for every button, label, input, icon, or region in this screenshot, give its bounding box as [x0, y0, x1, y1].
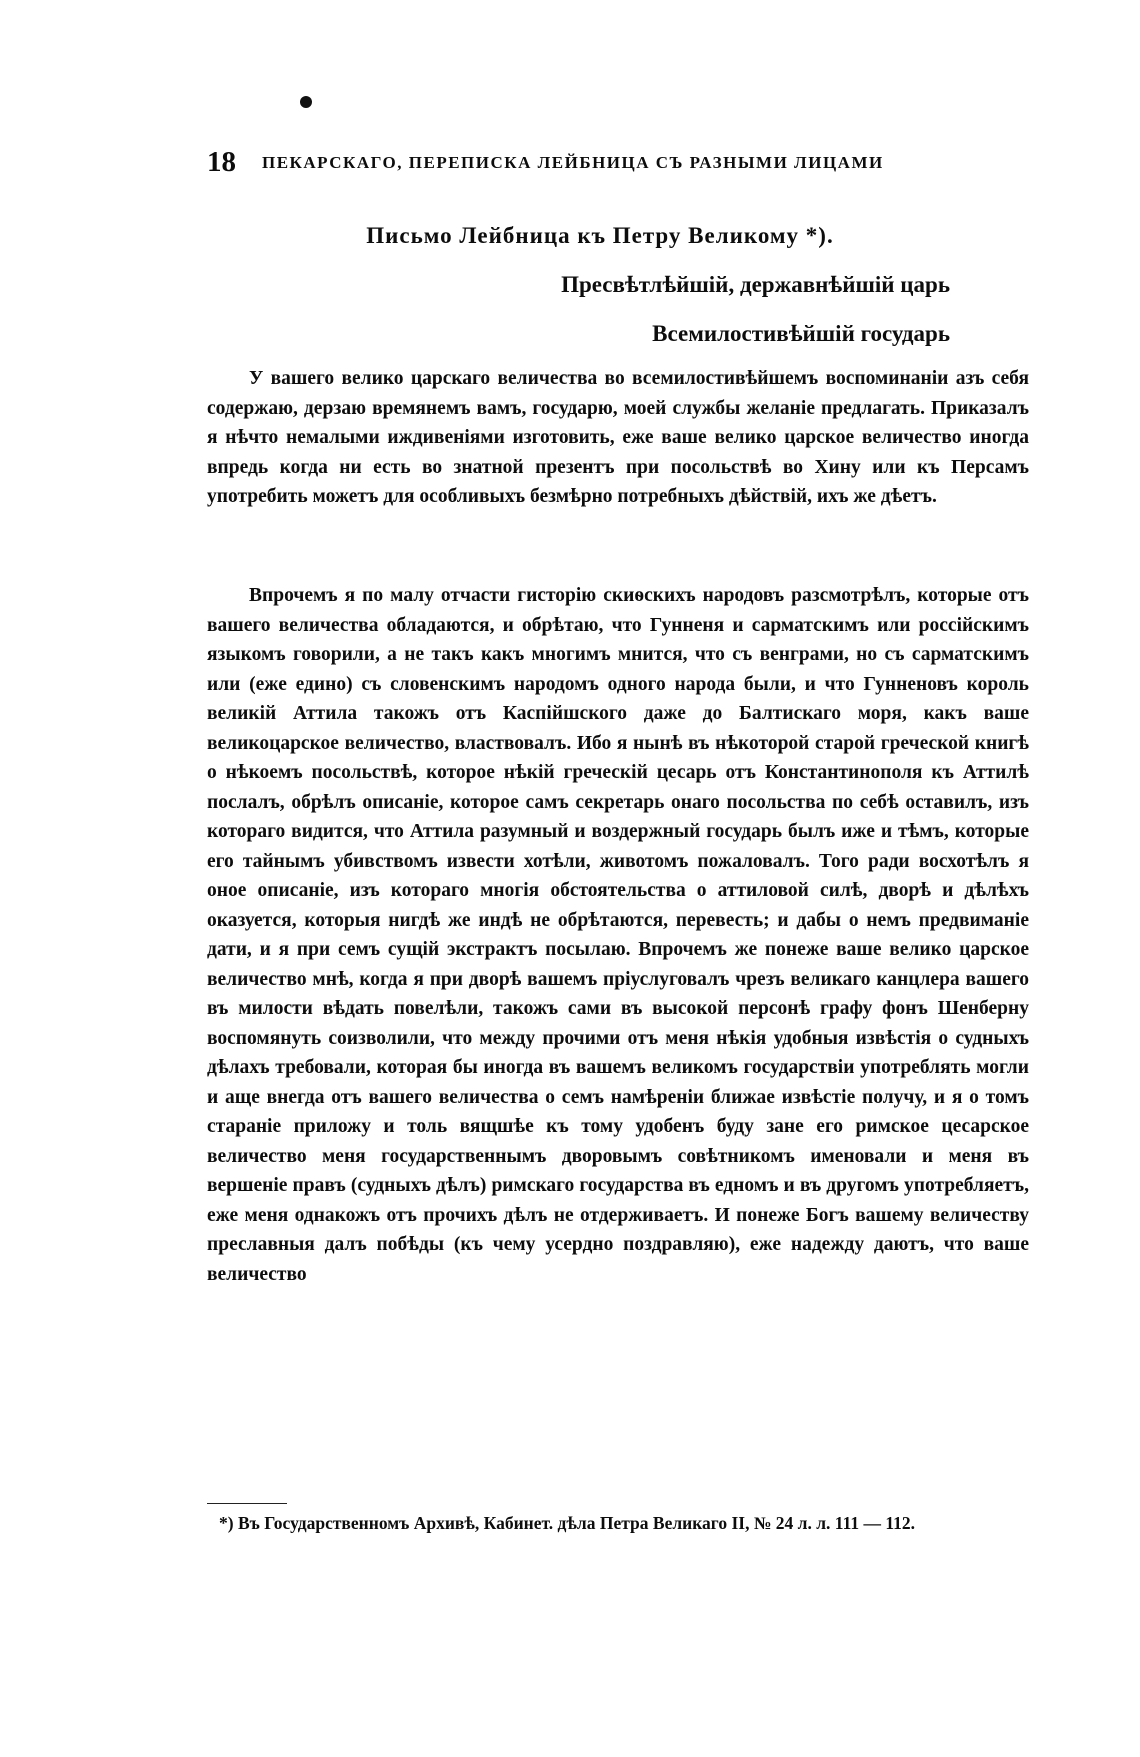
running-head: ПЕКАРСКАГО, ПЕРЕПИСКА ЛЕЙБНИЦА СЪ РАЗНЫМИ ЛИЦАМИ [262, 153, 884, 172]
letter-title: Письмо Лейбница къ Петру Великому *). [366, 223, 834, 248]
salutation-line-1: Пресвѣтлѣйшій, державнѣйшій царь [561, 272, 950, 297]
salutation-line-2: Всемилостивѣйшій государь [652, 321, 950, 346]
ink-dot-mark [300, 96, 312, 108]
footnote: *) Въ Государственномъ Архивѣ, Кабинет. дѣла Петра Великаго II, № 24 л. л. 111 — 112. [219, 1513, 916, 1533]
footnote-divider [207, 1503, 287, 1504]
page-header [207, 146, 1027, 179]
letter-paragraph-1: У вашего велико царскаго величества во всемилостивѣйшемъ воспоминаніи азъ себя содержаю, дерзаю времянемъ вамъ, государю, моей службы желаніе предлагать. Приказалъ я нѣчто немалыми иждивеніями изготовить, еже ваше велико царское величество иногда впредь когда ни есть во знатной презентъ при посольствѣ во Хину или къ Персамъ употребить можетъ для особливыхъ безмѣрно потребныхъ дѣйствій, ихъ же дѣетъ. [207, 368, 1029, 507]
letter-paragraph-2: Впрочемъ я по малу отчасти гисторію скиѳскихъ народовъ разсмотрѣлъ, которые отъ вашего величества обладаются, и обрѣтаю, что Гунненя и сарматскимъ или россійскимъ языкомъ говорили, а не такъ какъ многимъ мнится, что съ венграми, но съ сарматскимъ или (еже едино) съ словенскимъ народомъ одного народа были, и что Гунненовъ король великій Аттила такожъ отъ Каспійшского даже до Балтискаго моря, какъ ваше великоцарское величество, властвовалъ. Ибо я нынѣ въ нѣкоторой старой греческой книгѣ о нѣкоемъ посольствѣ, которое нѣкій греческій цесарь отъ Константинополя къ Аттилѣ послалъ, обрѣлъ описаніе, которое самъ секретарь онаго посольства по себѣ оставилъ, изъ котораго видится, что Аттила разумный и воздержный государь былъ иже и тѣмъ, которые его тайнымъ убивствомъ извести хотѣли, животомъ пожаловалъ. Того ради восхотѣлъ я оное описаніе, изъ котораго многія обстоятельства о аттиловой силѣ, дворѣ и дѣлѣхъ оказуется, которыя нигдѣ же индѣ не обрѣтаются, перевесть; и дабы о немъ предвиманіе дати, и я при семъ сущій экстрактъ посылаю. Впрочемъ же понеже ваше велико царское величество мнѣ, когда я при дворѣ вашемъ пріуслуговалъ чрезъ великаго канцлера вашего въ милости вѣдать повелѣли, такожъ сами въ высокой персонѣ графу фонъ Шенберну воспомянуть соизволили, что между прочими отъ меня нѣкія удобныя извѣстія о судныхъ дѣлахъ требовали, которая бы иногда въ вашемъ великомъ государствіи употреблять могли и аще внегда отъ вашего величества о семъ намѣреніи ближае извѣстіе получу, и я о томъ стараніе приложу и толь вящшѣе къ тому удобенъ буду зане его римское цесарское величество меня государственнымъ дворовымъ совѣтникомъ именовали и меня въ вершеніе правъ (судныхъ дѣлъ) римскаго государства въ едномъ и въ другомъ употребляетъ, еже меня однакожъ отъ прочихъ дѣлъ не отдерживаетъ. И понеже Богъ вашему величеству преславныя далъ побѣды (къ чему усердно поздравляю), еже надежду даютъ, что ваше величество [207, 585, 1029, 1285]
page-number: 18 [207, 146, 236, 178]
